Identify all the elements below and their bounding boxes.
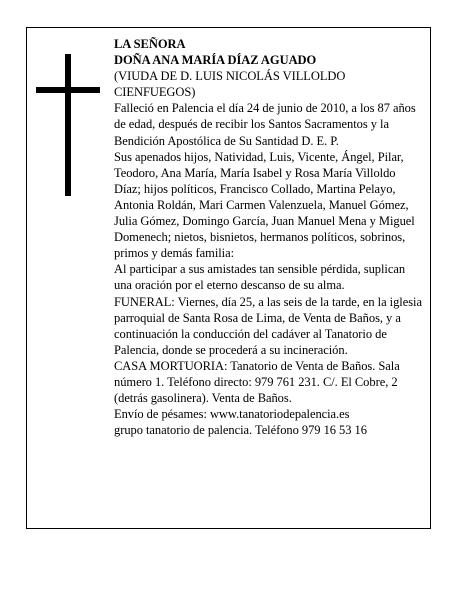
request-paragraph: Al participar a sus amistades tan sensible pérdida, suplican una oración por el eterno descanso de su alma.: [114, 262, 406, 293]
deceased-name: DOÑA ANA MARÍA DÍAZ AGUADO: [114, 53, 317, 68]
group-line: grupo tanatorio de palencia. Teléfono 979 16 53 16: [114, 423, 367, 438]
condolences-line: Envío de pésames: www.tanatoriodepalencia.es: [114, 407, 350, 422]
funeral-paragraph: FUNERAL: Viernes, día 25, a las seis de la tarde, en la iglesia parroquial de Santa Rosa de Lima, de Venta de Baños, y a continuación la conducción del cadáver al Tanatorio de Palencia, donde se procederá a su incineración.: [114, 294, 422, 357]
notice-title-line-1: LA SEÑORA: [114, 37, 186, 51]
mortuary-paragraph: CASA MORTUORIA: Tanatorio de Venta de Baños. Sala número 1. Teléfono directo: 979 761 231. C/. El Cobre, 2 (detrás gasolinera). Venta de Baños.: [114, 358, 400, 406]
cross-vertical-bar: [65, 54, 71, 196]
death-paragraph: Falleció en Palencia el día 24 de junio de 2010, a los 87 años de edad, después de recibir los Santos Sacramentos y la Bendición Apostólica de Su Santidad D. E. P.: [114, 101, 416, 148]
cross-icon: [36, 54, 100, 196]
cross-horizontal-bar: [36, 87, 100, 93]
death-notice-text: [114, 36, 424, 438]
widow-line: (VIUDA DE D. LUIS NICOLÁS VILLOLDO CIENFUEGOS): [114, 69, 346, 100]
family-paragraph: Sus apenados hijos, Natividad, Luis, Vicente, Ángel, Pilar, Teodoro, Ana María, María Isabel y Rosa María Villoldo Díaz; hijos políticos, Francisco Collado, Martina Pelayo, Antonia Roldán, Mari Carmen Valenzuela, Manuel Gómez, Julia Gómez, Domingo García, Juan Manuel Mena y Miguel Domenech; nietos, bisnietos, hermanos políticos, sobrinos, primos y demás familia:: [114, 149, 415, 261]
